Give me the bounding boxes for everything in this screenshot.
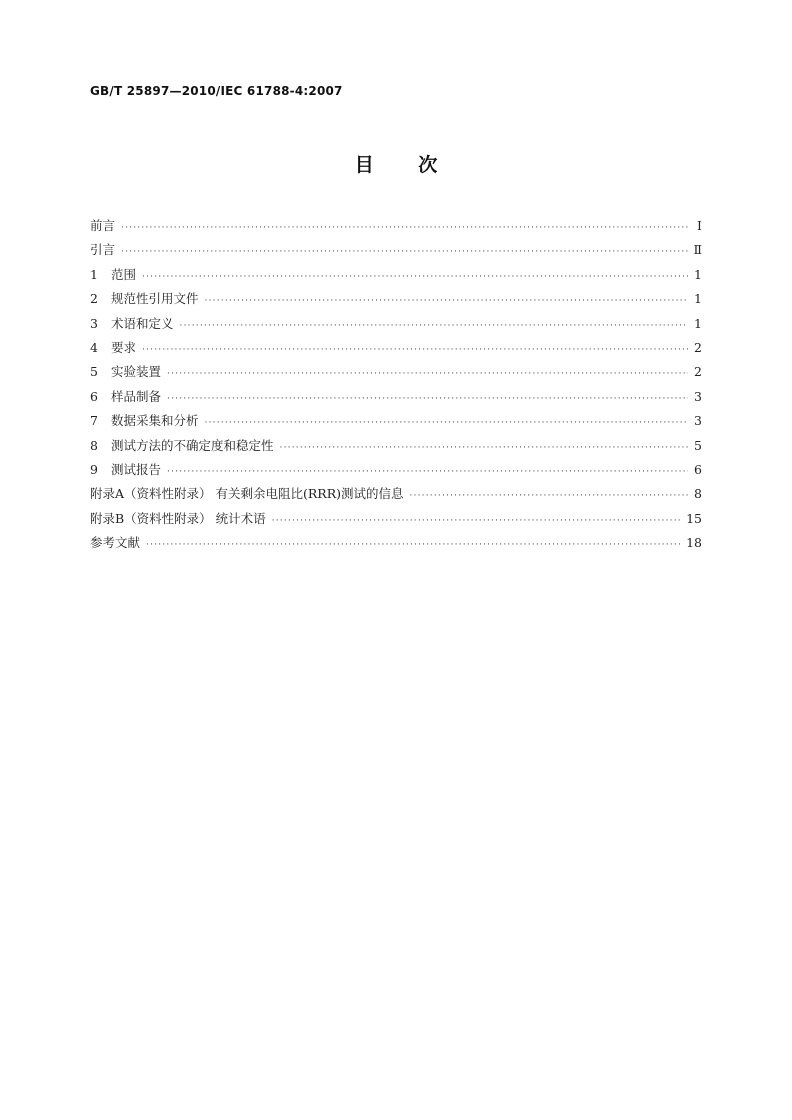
toc-dot-leader	[142, 346, 688, 355]
toc-entry-title: 引言	[90, 242, 116, 258]
toc-entry-number: 4	[90, 339, 98, 355]
toc-entry-number: 1	[90, 266, 98, 282]
toc-entry-title: 附录A（资料性附录） 有关剩余电阻比(RRR)测试的信息	[90, 486, 404, 502]
toc-dot-leader	[146, 541, 682, 550]
toc-entry-title: 参考文献	[90, 535, 141, 551]
toc-dot-leader	[167, 468, 688, 477]
toc-entry-number: 3	[90, 315, 98, 331]
toc-dot-leader	[272, 517, 682, 526]
toc-entry-title: 样品制备	[111, 388, 162, 404]
toc-entry-title: 规范性引用文件	[111, 291, 199, 307]
toc-entry-scope[interactable]	[90, 265, 702, 289]
toc-entry-number: 6	[90, 388, 98, 404]
toc-entry-requirements[interactable]	[90, 338, 702, 362]
page-title: 目 次	[354, 154, 438, 176]
toc-entry-specimen-preparation[interactable]	[90, 387, 702, 411]
toc-entry-page: 6	[694, 461, 702, 477]
toc-entry-title: 范围	[111, 266, 137, 282]
toc-entry-title: 术语和定义	[111, 315, 174, 331]
toc-entry-page: 2	[694, 339, 702, 355]
toc-entry-introduction[interactable]	[90, 240, 702, 264]
toc-entry-page: 2	[694, 364, 702, 380]
toc-entry-title: 测试方法的不确定度和稳定性	[111, 437, 274, 453]
toc-entry-page: 1	[694, 266, 702, 282]
toc-entry-page: Ⅱ	[693, 242, 702, 258]
toc-entry-title: 数据采集和分析	[111, 413, 199, 429]
toc-entry-number: 9	[90, 461, 98, 477]
toc-entry-page: 3	[694, 413, 702, 429]
toc-entry-annex-b[interactable]	[90, 509, 702, 533]
table-of-contents	[90, 216, 702, 557]
toc-dot-leader	[180, 322, 688, 331]
toc-entry-title: 测试报告	[111, 461, 162, 477]
toc-entry-number: 8	[90, 437, 98, 453]
toc-dot-leader	[121, 248, 688, 257]
toc-entry-page: Ⅰ	[697, 218, 702, 233]
toc-dot-leader	[410, 492, 689, 501]
toc-entry-page: 3	[694, 388, 702, 404]
toc-entry-title: 附录B（资料性附录） 统计术语	[90, 510, 266, 526]
toc-entry-page: 1	[694, 315, 702, 331]
toc-dot-leader	[280, 444, 688, 453]
toc-entry-title: 要求	[111, 339, 137, 355]
toc-entry-page: 15	[686, 510, 702, 526]
toc-entry-number: 7	[90, 413, 98, 429]
toc-entry-apparatus[interactable]	[90, 362, 702, 386]
toc-entry-bibliography[interactable]	[90, 533, 702, 557]
toc-dot-leader	[205, 297, 688, 306]
toc-entry-normative-references[interactable]	[90, 289, 702, 313]
toc-entry-number: 2	[90, 291, 98, 307]
toc-entry-annex-a[interactable]	[90, 484, 702, 508]
toc-entry-page: 1	[694, 291, 702, 307]
toc-dot-leader	[121, 224, 688, 233]
toc-entry-test-report[interactable]	[90, 460, 702, 484]
toc-dot-leader	[167, 370, 688, 379]
toc-entry-terms-and-definitions[interactable]	[90, 314, 702, 338]
toc-entry-page: 5	[694, 437, 702, 453]
toc-entry-uncertainty[interactable]	[90, 436, 702, 460]
toc-dot-leader	[142, 273, 688, 282]
toc-entry-page: 18	[686, 535, 702, 551]
toc-entry-title: 实验装置	[111, 364, 162, 380]
toc-entry-number: 5	[90, 364, 98, 380]
toc-entry-foreword[interactable]	[90, 216, 702, 240]
toc-entry-data-acquisition[interactable]	[90, 411, 702, 435]
toc-dot-leader	[205, 419, 688, 428]
toc-dot-leader	[167, 395, 688, 404]
standard-code-header: GB/T 25897—2010/IEC 61788-4:2007	[90, 84, 343, 98]
toc-entry-title: 前言	[90, 218, 116, 233]
toc-entry-page: 8	[694, 486, 702, 502]
